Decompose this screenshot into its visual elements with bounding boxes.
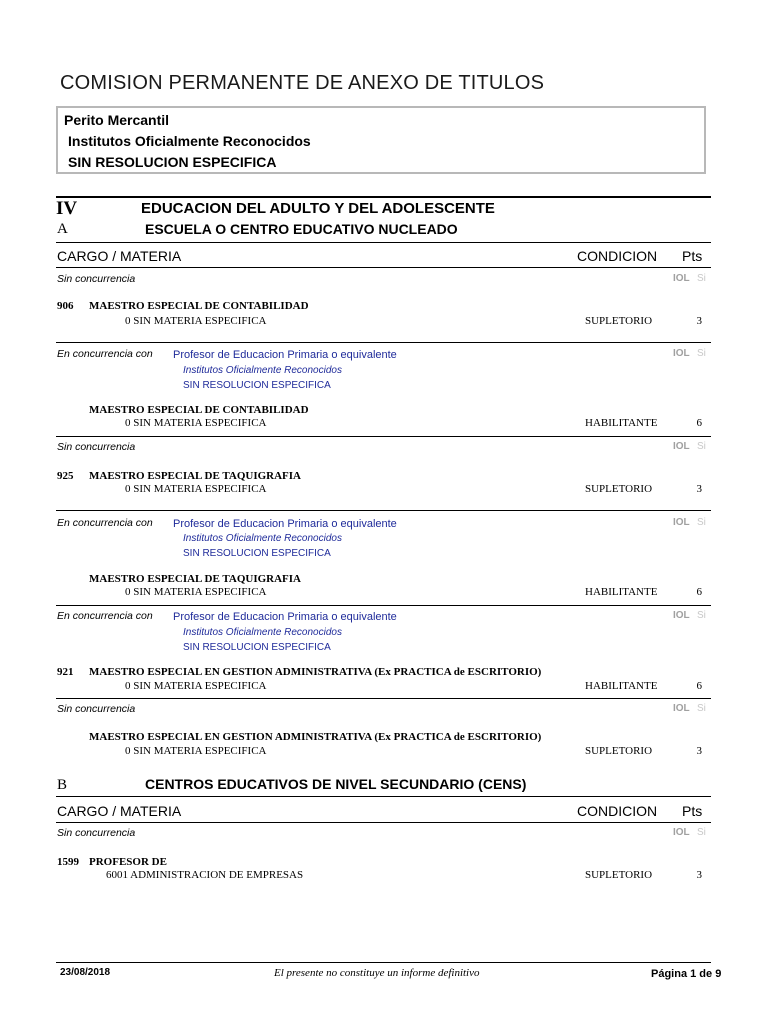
cargo-name: MAESTRO ESPECIAL DE TAQUIGRAFIA	[89, 470, 301, 482]
column-header-top-rule	[56, 796, 711, 797]
column-pts-header: Pts	[682, 803, 703, 819]
section-roman: IV	[56, 198, 78, 219]
condicion-value: HABILITANTE	[585, 680, 658, 692]
iol-flag: IOL	[673, 703, 690, 714]
pts-value: 3	[696, 869, 702, 881]
concurrence-titulo: Profesor de Educacion Primaria o equivalente	[173, 611, 397, 623]
condicion-value: SUPLETORIO	[585, 315, 653, 327]
cargo-name: MAESTRO ESPECIAL EN GESTION ADMINISTRATIVA (Ex PRACTICA de ESCRITORIO)	[89, 666, 542, 678]
column-condicion-header: CONDICION	[577, 248, 658, 264]
materia-name: 0 SIN MATERIA ESPECIFICA	[125, 680, 267, 692]
cargo-code: 1599	[57, 856, 79, 868]
subsection-title-a: ESCUELA O CENTRO EDUCATIVO NUCLEADO	[145, 221, 458, 237]
column-header-bottom-rule	[56, 822, 711, 823]
cargo-name: MAESTRO ESPECIAL DE TAQUIGRAFIA	[89, 573, 301, 585]
materia-name: 0 SIN MATERIA ESPECIFICA	[125, 586, 267, 598]
materia-name: 0 SIN MATERIA ESPECIFICA	[125, 745, 267, 757]
concurrence-titulo: Profesor de Educacion Primaria o equivalente	[173, 349, 397, 361]
column-header-top-rule	[56, 242, 711, 243]
si-flag: Si	[697, 273, 706, 284]
entry-divider	[56, 698, 711, 699]
si-flag: Si	[697, 348, 706, 359]
column-cargo-header: CARGO / MATERIA	[57, 248, 182, 264]
concurrence-instituto: Institutos Oficialmente Reconocidos	[183, 365, 342, 376]
section-divider	[56, 196, 711, 198]
concurrence-instituto: Institutos Oficialmente Reconocidos	[183, 533, 342, 544]
iol-flag: IOL	[673, 441, 690, 452]
concurrence-instituto: Institutos Oficialmente Reconocidos	[183, 627, 342, 638]
pts-value: 3	[696, 745, 702, 757]
entry-divider	[56, 342, 711, 343]
cargo-code: 906	[57, 300, 74, 312]
iol-flag: IOL	[673, 610, 690, 621]
title-info-box	[56, 106, 706, 174]
subsection-title-b: CENTROS EDUCATIVOS DE NIVEL SECUNDARIO (CENS)	[145, 776, 527, 792]
concurrence-label: Sin concurrencia	[57, 703, 136, 715]
pts-value: 3	[696, 315, 702, 327]
condicion-value: SUPLETORIO	[585, 745, 653, 757]
materia-name: 0 SIN MATERIA ESPECIFICA	[125, 315, 267, 327]
subsection-letter-a: A	[57, 221, 68, 237]
entry-divider	[56, 605, 711, 606]
column-header-bottom-rule	[56, 267, 711, 268]
si-flag: Si	[697, 827, 706, 838]
footer-date: 23/08/2018	[60, 967, 111, 978]
materia-name: 0 SIN MATERIA ESPECIFICA	[125, 483, 267, 495]
column-condicion-header: CONDICION	[577, 803, 658, 819]
concurrence-label: Sin concurrencia	[57, 441, 136, 453]
iol-flag: IOL	[673, 827, 690, 838]
cargo-name: MAESTRO ESPECIAL DE CONTABILIDAD	[89, 300, 309, 312]
cargo-code: 925	[57, 470, 74, 482]
entry-divider	[56, 510, 711, 511]
titulo-name: Perito Mercantil	[64, 112, 170, 128]
concurrence-label: Sin concurrencia	[57, 827, 136, 839]
pts-value: 6	[696, 586, 702, 598]
condicion-value: HABILITANTE	[585, 586, 658, 598]
concurrence-label: En concurrencia con	[57, 517, 153, 529]
concurrence-titulo: Profesor de Educacion Primaria o equivalente	[173, 518, 397, 530]
condicion-value: HABILITANTE	[585, 417, 658, 429]
cargo-code: 921	[57, 666, 74, 678]
cargo-name: PROFESOR DE	[89, 856, 167, 868]
pts-value: 6	[696, 680, 702, 692]
si-flag: Si	[697, 441, 706, 452]
concurrence-resolucion: SIN RESOLUCION ESPECIFICA	[183, 548, 331, 559]
iol-flag: IOL	[673, 348, 690, 359]
materia-name: 0 SIN MATERIA ESPECIFICA	[125, 417, 267, 429]
concurrence-resolucion: SIN RESOLUCION ESPECIFICA	[183, 642, 331, 653]
condicion-value: SUPLETORIO	[585, 483, 653, 495]
titulo-resolucion: SIN RESOLUCION ESPECIFICA	[68, 154, 277, 170]
column-pts-header: Pts	[682, 248, 703, 264]
footer-page-number: Página 1 de 9	[651, 968, 722, 980]
si-flag: Si	[697, 703, 706, 714]
pts-value: 3	[696, 483, 702, 495]
iol-flag: IOL	[673, 273, 690, 284]
footer-rule	[56, 962, 711, 963]
si-flag: Si	[697, 517, 706, 528]
pts-value: 6	[696, 417, 702, 429]
footer-note: El presente no constituye un informe definitivo	[274, 967, 480, 979]
concurrence-label: En concurrencia con	[57, 610, 153, 622]
concurrence-label: En concurrencia con	[57, 348, 153, 360]
condicion-value: SUPLETORIO	[585, 869, 653, 881]
page-title: COMISION PERMANENTE DE ANEXO DE TITULOS	[60, 72, 545, 94]
cargo-name: MAESTRO ESPECIAL DE CONTABILIDAD	[89, 404, 309, 416]
subsection-letter-b: B	[57, 777, 68, 793]
materia-name: 6001 ADMINISTRACION DE EMPRESAS	[106, 869, 304, 881]
concurrence-resolucion: SIN RESOLUCION ESPECIFICA	[183, 380, 331, 391]
section-title: EDUCACION DEL ADULTO Y DEL ADOLESCENTE	[141, 200, 495, 217]
concurrence-label: Sin concurrencia	[57, 273, 136, 285]
titulo-instituto: Institutos Oficialmente Reconocidos	[68, 133, 311, 149]
iol-flag: IOL	[673, 517, 690, 528]
entry-divider	[56, 436, 711, 437]
column-cargo-header: CARGO / MATERIA	[57, 803, 182, 819]
cargo-name: MAESTRO ESPECIAL EN GESTION ADMINISTRATIVA (Ex PRACTICA de ESCRITORIO)	[89, 731, 542, 743]
si-flag: Si	[697, 610, 706, 621]
